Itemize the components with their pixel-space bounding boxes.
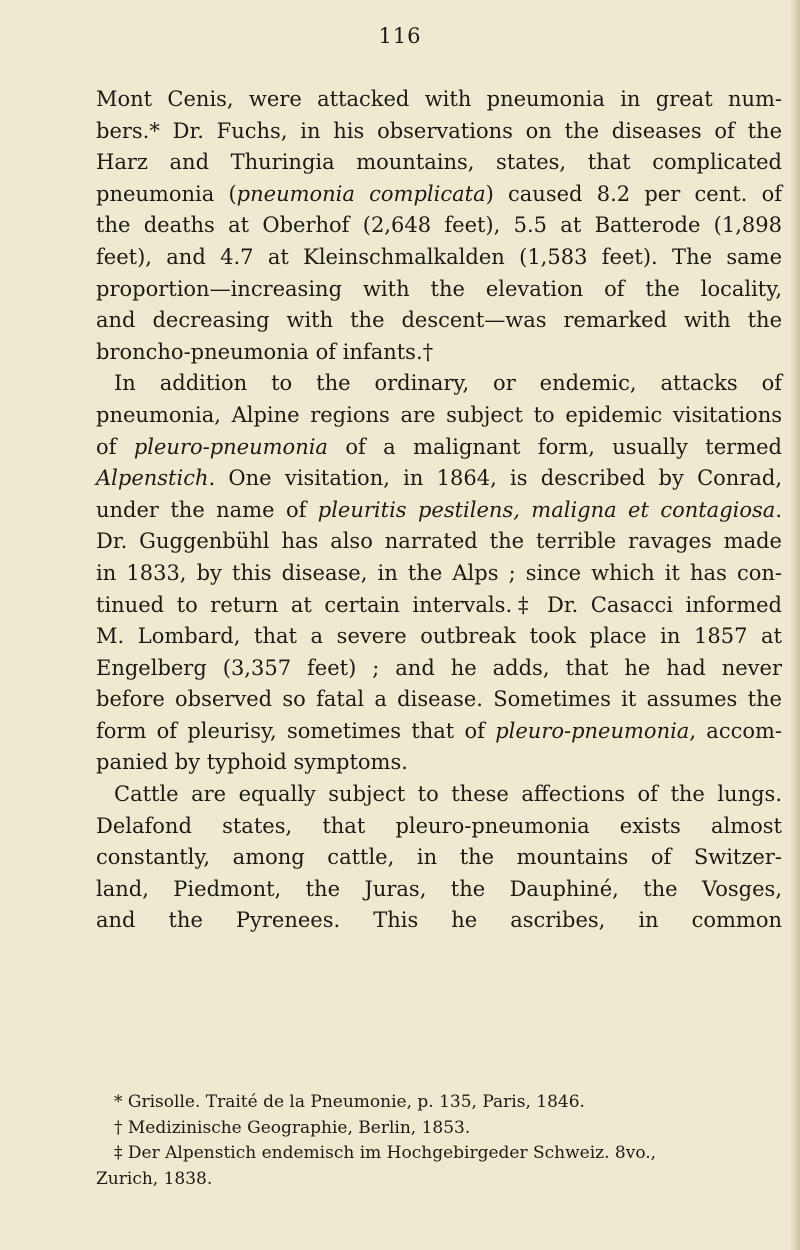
footnote: ‡ Der Alpenstich endemisch im Hochgebirgeder Schweiz. 8vo., [114,1143,657,1163]
text-line: pneumonia (pneumonia complicata) caused 8.2 per cent. of [96,181,782,206]
text-line: bers.* Dr. Fuchs, in his observations on the diseases of the [96,118,782,143]
page-number: 116 [378,24,422,48]
text-line: in 1833, by this disease, in the Alps ; since which it has con- [96,560,782,585]
text-line: Engelberg (3,357 feet) ; and he adds, that he had never [96,655,782,680]
text-line: constantly, among cattle, in the mountains of Switzer- [96,845,782,870]
text-line: feet), and 4.7 at Kleinschmalkalden (1,583 feet). The same [96,244,782,269]
text-line: proportion—increasing with the elevation of the locality, [96,276,782,301]
text-line: and the Pyrenees. This he ascribes, in common [96,908,782,933]
italic-term: pleuro-pneumonia [133,434,328,459]
text-line: pneumonia, Alpine regions are subject to epidemic visitations [96,402,782,427]
text-line: form of pleurisy, sometimes that of pleuro-pneumonia, accom- [96,718,782,743]
italic-term: Alpenstich [96,466,209,491]
text-line: and decreasing with the descent—was remarked with the [96,308,782,333]
text-line: the deaths at Oberhof (2,648 feet), 5.5 at Batterode (1,898 [96,213,782,238]
page-edge-shadow [790,0,800,1250]
text-line: Cattle are equally subject to these affections of the lungs. [114,782,782,807]
text-line: Dr. Guggenbühl has also narrated the terrible ravages made [96,529,782,554]
footnote-continuation: Zurich, 1838. [96,1168,213,1189]
text-line: under the name of pleuritis pestilens, maligna et contagiosa. [96,497,782,522]
text-line: of pleuro-pneumonia of a malignant form, usually termed [96,434,783,459]
text-line: tinued to return at certain intervals.‡ Dr. Casacci informed [96,592,782,617]
italic-term: pneumonia complicata [236,181,486,206]
footnotes [96,1090,782,1192]
italic-term: pleuritis pestilens, maligna et contagiosa [317,497,776,522]
footnote: * Grisolle. Traité de la Pneumonie, p. 135, Paris, 1846. [114,1092,585,1112]
text-line: broncho-pneumonia of infants.† [96,339,434,364]
text-line: Delafond states, that pleuro-pneumonia exists almost [96,813,782,838]
text-line: In addition to the ordinary, or endemic, attacks of [114,371,782,396]
footnote: † Medizinische Geographie, Berlin, 1853. [114,1117,471,1138]
text-line: land, Piedmont, the Juras, the Dauphiné, the Vosges, [96,876,782,901]
text-line: before observed so fatal a disease. Sometimes it assumes the [96,687,782,712]
text-line: panied by typhoid symptoms. [96,750,408,775]
body-text [96,84,782,937]
italic-term: pleuro-pneumonia [495,718,690,743]
text-line: Mont Cenis, were attacked with pneumonia in great num- [96,87,782,111]
text-line: Alpenstich. One visitation, in 1864, is described by Conrad, [96,466,782,491]
text-line: Harz and Thuringia mountains, states, that complicated [96,150,782,175]
text-line: M. Lombard, that a severe outbreak took place in 1857 at [96,624,782,649]
